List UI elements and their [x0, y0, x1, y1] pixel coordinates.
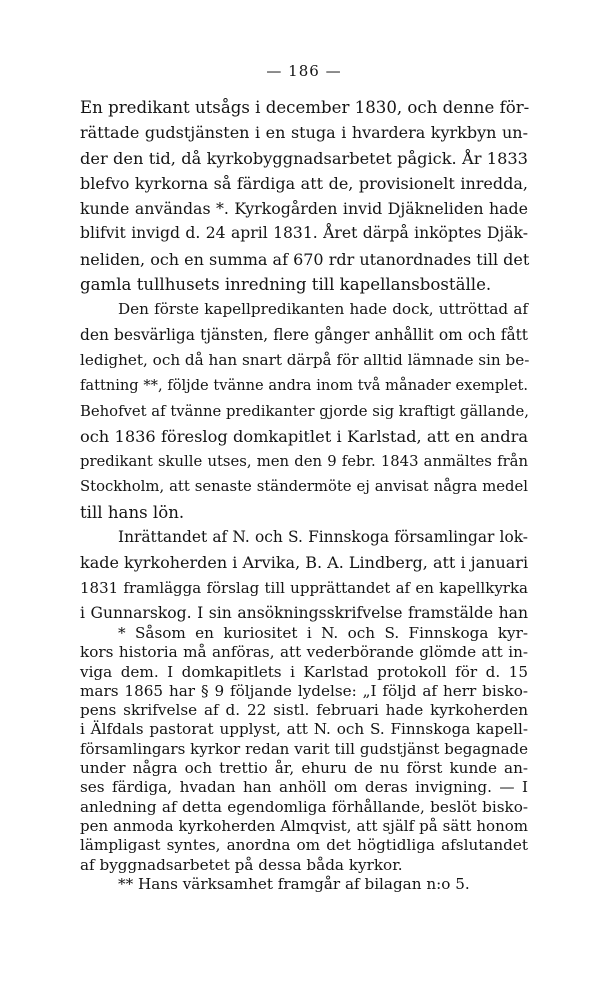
text-line: rättade gudstjänsten i en stuga i hvardera kyrkbyn un- [80, 123, 528, 143]
footnote-line: lämpligast syntes, anordna om det högtidliga afslutandet [80, 836, 528, 855]
text-line: 1831 framlägga förslag till upprättandet af en kapellkyrka [80, 578, 528, 597]
footnote-line: viga dem. I domkapitlets i Karlstad protokoll för d. 15 [80, 662, 528, 681]
footnotes [80, 624, 528, 894]
text-line: blefvo kyrkorna så färdiga att de, provisionelt inredda, [80, 173, 528, 193]
footnote-line: pens skrifvelse af d. 22 sistl. februari hade kyrkoherden [80, 701, 528, 720]
footnote-line: anledning af detta egendomliga förhållande, beslöt bisko- [80, 797, 528, 816]
text-line: i Gunnarskog. I sin ansökningsskrifvelse framstälde han [80, 603, 528, 622]
text-line: neliden, och en summa af 670 rdr utanordnades till det [80, 249, 530, 269]
footnote-line: af byggnadsarbetet på dessa båda kyrkor. [80, 855, 403, 874]
footnote-line: kors historia må anföras, att vederbörande glömde att in- [80, 643, 528, 662]
footnote-line: under några och trettio år, ehuru de nu först kunde an- [80, 759, 528, 778]
main-text [80, 95, 528, 626]
footnote-line: ** Hans värksamhet framgår af bilagan n:o 5. [118, 874, 470, 893]
footnote-line: församlingars kyrkor redan varit till gudstjänst begagnade [80, 739, 528, 758]
text-line: kade kyrkoherden i Arvika, B. A. Lindberg, att i januari [80, 553, 529, 573]
text-line: gamla tullhusets inredning till kapellansboställe. [80, 275, 492, 295]
text-line: Stockholm, att senaste ständermöte ej anvisat några medel [80, 478, 528, 496]
footnote-line: * Såsom en kuriositet i N. och S. Finnskoga kyr- [118, 624, 528, 642]
footnote-line: mars 1865 har § 9 följande lydelse: „I följd af herr bisko- [80, 681, 528, 700]
page-number: — 186 — [266, 62, 342, 80]
text-line: och 1836 föreslog domkapitlet i Karlstad, att en andra [80, 426, 528, 446]
text-line: fattning **, följde tvänne andra inom två månader exemplet. [80, 377, 528, 395]
footnote-line: pen anmoda kyrkoherden Almqvist, att själf på sätt honom [80, 816, 528, 835]
text-line: den besvärliga tjänsten, flere gånger anhållit om och fått [80, 325, 528, 344]
text-line: till hans lön. [80, 502, 185, 522]
footnote-line: i Älfdals pastorat upplyst, att N. och S. Finnskoga kapell- [80, 720, 528, 739]
text-line: Den förste kapellpredikanten hade dock, uttröttad af [118, 300, 528, 319]
footnote-line: ses färdiga, hvadan han anhöll om deras invigning. — I [80, 778, 528, 797]
text-line: Behofvet af tvänne predikanter gjorde sig kraftigt gällande, [80, 402, 529, 420]
text-line: blifvit invigd d. 24 april 1831. Året därpå inköptes Djäk- [80, 224, 528, 243]
text-line: der den tid, då kyrkobyggnadsarbetet pågick. År 1833 [80, 148, 528, 168]
text-line: ledighet, och då han snart därpå för alltid lämnade sin be- [80, 350, 530, 369]
text-line: En predikant utsågs i december 1830, och denne för- [80, 98, 530, 117]
text-line: predikant skulle utses, men den 9 febr. 1843 anmältes från [80, 453, 528, 471]
text-line: kunde användas *. Kyrkogården invid Djäkneliden hade [80, 199, 528, 219]
text-line: Inrättandet af N. och S. Finnskoga församlingar lok- [118, 528, 528, 547]
